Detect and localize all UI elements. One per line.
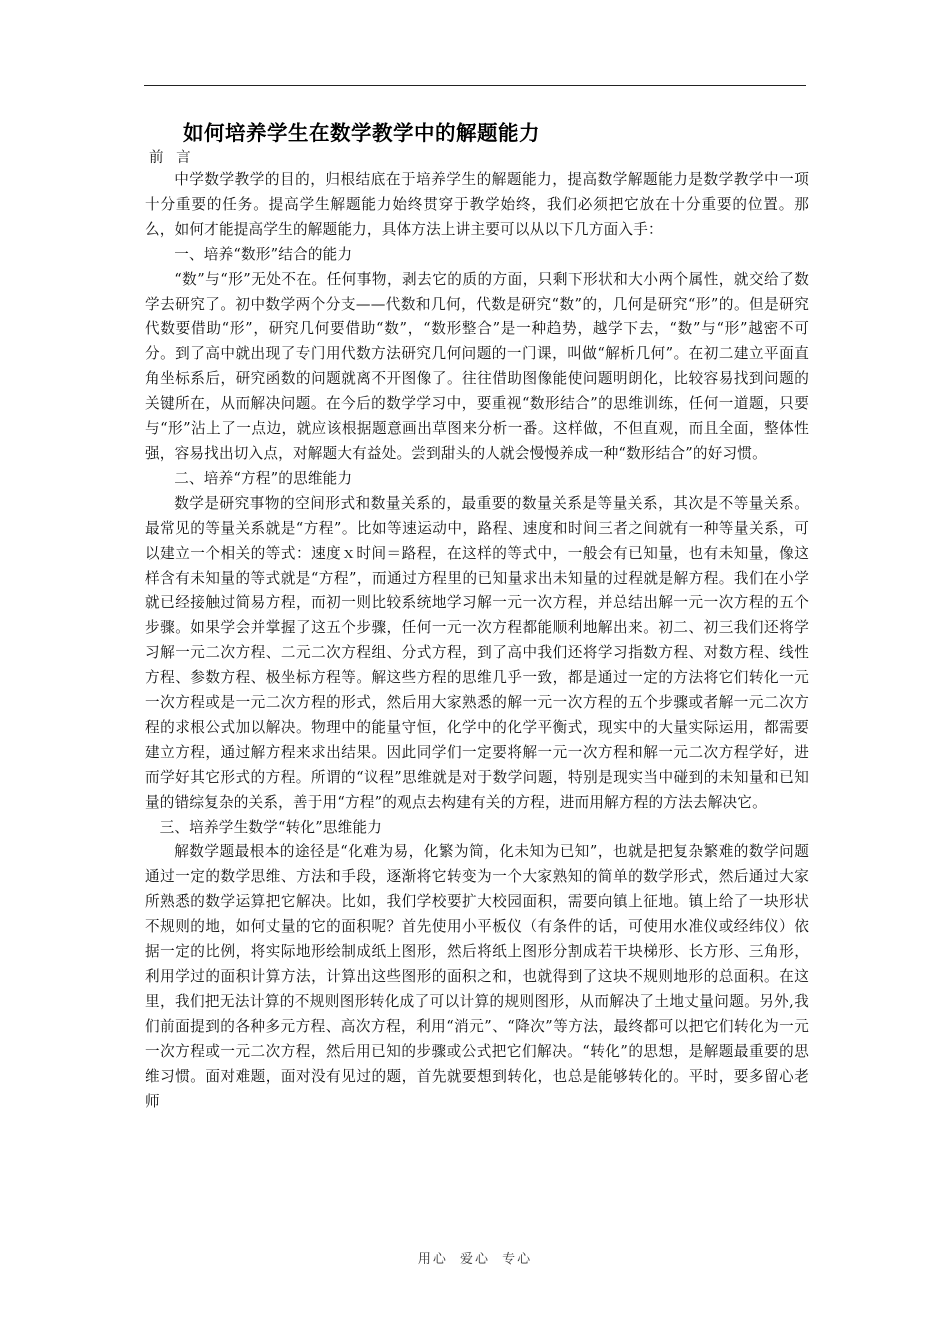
section-1-heading: 一、培养“数形”结合的能力 (174, 245, 353, 263)
intro-paragraph: 中学数学教学的目的，归根结底在于培养学生的解题能力，提高数学解题能力是数学教学中一项十分重要的任务。提高学生解题能力始终贯穿于教学始终，我们必须把它放在十分重要的位置。那么，如何才能提高学生的解题能力，具体方法上讲主要可以从以下几方面入手： (145, 171, 809, 238)
page-footer: 用心 爱心 专心 (417, 1252, 533, 1267)
header-rule (144, 85, 806, 86)
section-3-paragraph: 解数学题最根本的途径是“化难为易，化繁为简，化未知为已知”，也就是把复杂繁难的数学问题通过一定的数学思维、方法和手段，逐渐将它转变为一个大家熟知的简单的数学形式，然后通过大家所熟悉的数学运算把它解决。比如，我们学校要扩大校园面积，需要向镇上征地。镇上给了一块形状不规则的地，如何丈量的它的面积呢？首先使用小平板仪（有条件的话，可使用水准仪或经纬仪）依据一定的比例，将实际地形绘制成纸上图形，然后将纸上图形分割成若干块梯形、长方形、三角形，利用学过的面积计算方法，计算出这些图形的面积之和，也就得到了这块不规则地形的总面积。在这里，我们把无法计算的不规则图形转化成了可以计算的规则图形，从而解决了土地丈量问题。另外,我们前面提到的各种多元方程、高次方程，利用“消元”、“降次”等方法，最终都可以把它们转化为一元一次方程或一元二次方程，然后用已知的步骤或公式把它们解决。“转化”的思想，是解题最重要的思维习惯。面对难题，面对没有见过的题，首先就要想到转化，也总是能够转化的。平时，要多留心老师 (145, 843, 809, 1110)
document-body (145, 118, 809, 1114)
section-1-paragraph: “数”与“形”无处不在。任何事物，剥去它的质的方面，只剩下形状和大小两个属性，就交给了数学去研究了。初中数学两个分支——代数和几何，代数是研究“数”的，几何是研究“形”的。但是研究代数要借助“形”，研究几何要借助“数”，“数形整合”是一种趋势，越学下去，“数”与“形”越密不可分。到了高中就出现了专门用代数方法研究几何问题的一门课，叫做“解析几何”。在初二建立平面直角坐标系后，研究函数的问题就离不开图像了。往往借助图像能使问题明朗化，比较容易找到问题的关键所在，从而解决问题。在今后的数学学习中，要重视“数形结合”的思维训练，任何一道题，只要与“形”沾上了一点边，就应该根据题意画出草图来分析一番。这样做，不但直观，而且全面，整体性强，容易找出切入点，对解题大有益处。尝到甜头的人就会慢慢养成一种“数形结合”的好习惯。 (145, 270, 809, 462)
section-2-heading: 二、培养“方程”的思维能力 (174, 469, 353, 487)
document-title: 如何培养学生在数学教学中的解题能力 (183, 121, 540, 145)
intro-label: 前 言 (149, 150, 195, 166)
section-3-heading: 三、培养学生数学“转化”思维能力 (159, 818, 383, 836)
section-2-paragraph: 数学是研究事物的空间形式和数量关系的，最重要的数量关系是等量关系，其次是不等量关系。最常见的等量关系就是“方程”。比如等速运动中，路程、速度和时间三者之间就有一种等量关系，可以建立一个相关的等式：速度ｘ时间＝路程，在这样的等式中，一般会有已知量，也有未知量，像这样含有未知量的等式就是“方程”，而通过方程里的已知量求出未知量的过程就是解方程。我们在小学就已经接触过简易方程，而初一则比较系统地学习解一元一次方程，并总结出解一元一次方程的五个步骤。如果学会并掌握了这五个步骤，任何一元一次方程都能顺利地解出来。初二、初三我们还将学习解一元二次方程、二元二次方程组、分式方程，到了高中我们还将学习指数方程、对数方程、线性方程、参数方程、极坐标方程等。解这些方程的思维几乎一致，都是通过一定的方法将它们转化一元一次方程或是一元二次方程的形式，然后用大家熟悉的解一元一次方程的五个步骤或者解一元二次方程的求根公式加以解决。物理中的能量守恒，化学中的化学平衡式，现实中的大量实际运用，都需要建立方程，通过解方程来求出结果。因此同学们一定要将解一元一次方程和解一元二次方程学好，进而学好其它形式的方程。所谓的“议程”思维就是对于数学问题，特别是现实当中碰到的未知量和已知量的错综复杂的关系，善于用“方程”的观点去构建有关的方程，进而用解方程的方法去解决它。 (145, 494, 809, 811)
